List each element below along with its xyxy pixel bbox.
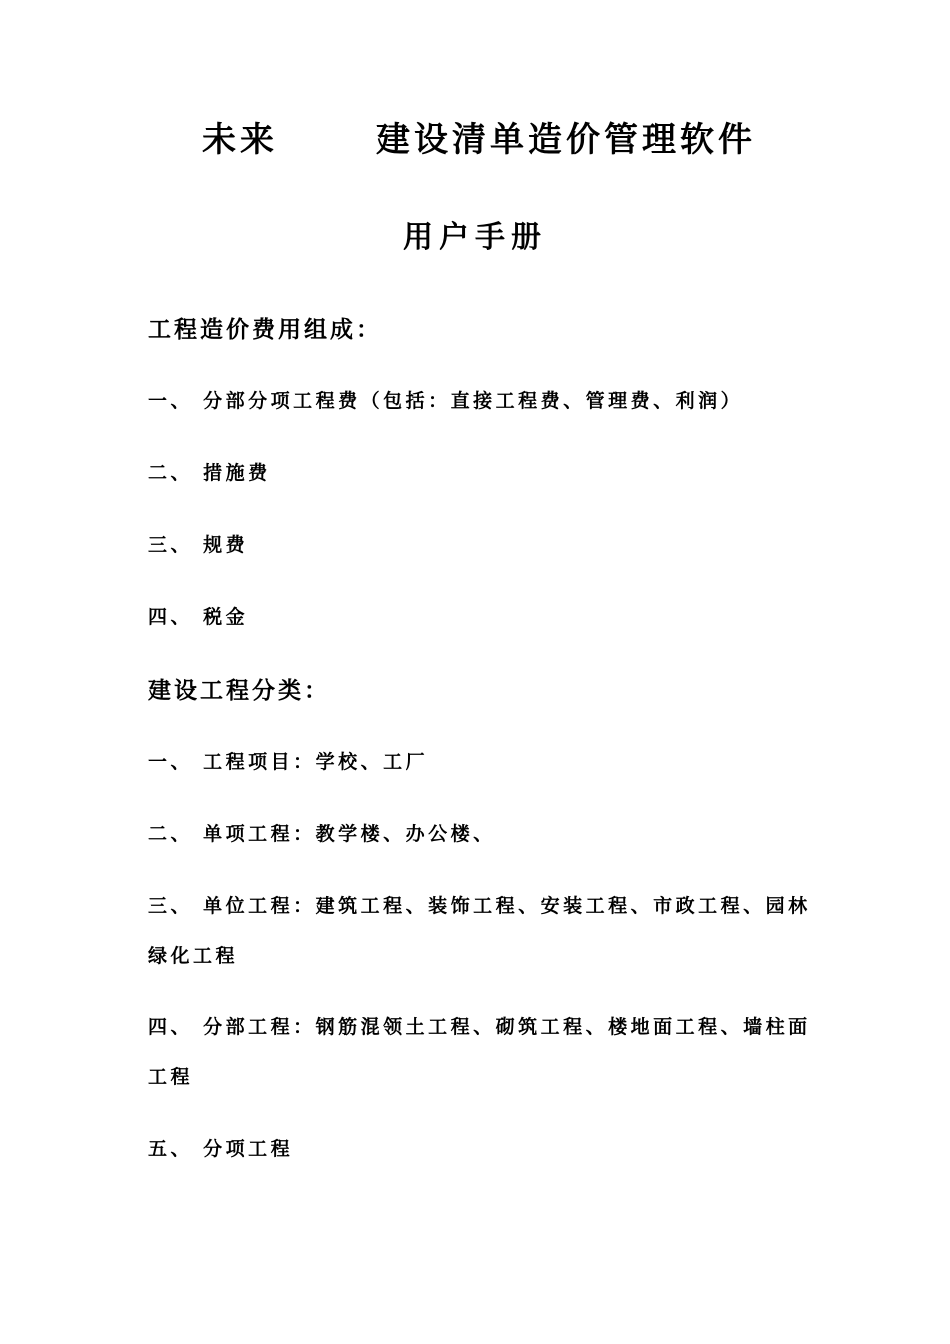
list-item: 二、 措施费 (148, 462, 271, 484)
list-item: 四、 税金 (148, 606, 249, 628)
list-item: 五、 分项工程 (148, 1138, 294, 1160)
list-item: 二、 单项工程：教学楼、办公楼、 (148, 823, 496, 845)
section-heading-cost-composition: 工程造价费用组成： (148, 316, 382, 343)
section-heading-project-classification: 建设工程分类： (148, 677, 330, 704)
document-title (0, 112, 950, 162)
list-item: 一、 分部分项工程费（包括：直接工程费、管理费、利润） (148, 390, 744, 412)
list-item: 四、 分部工程：钢筋混领土工程、砌筑工程、楼地面工程、墙柱面工程 (148, 1016, 811, 1088)
list-item: 三、 规费 (148, 534, 249, 556)
document-subtitle: 用户手册 (403, 220, 547, 255)
title-product: 建设清单造价管理软件 (376, 120, 756, 160)
list-item: 三、 单位工程：建筑工程、装饰工程、安装工程、市政工程、园林绿化工程 (148, 895, 811, 967)
list-item: 一、 工程项目：学校、工厂 (148, 751, 429, 773)
title-company: 未来 (202, 120, 278, 160)
